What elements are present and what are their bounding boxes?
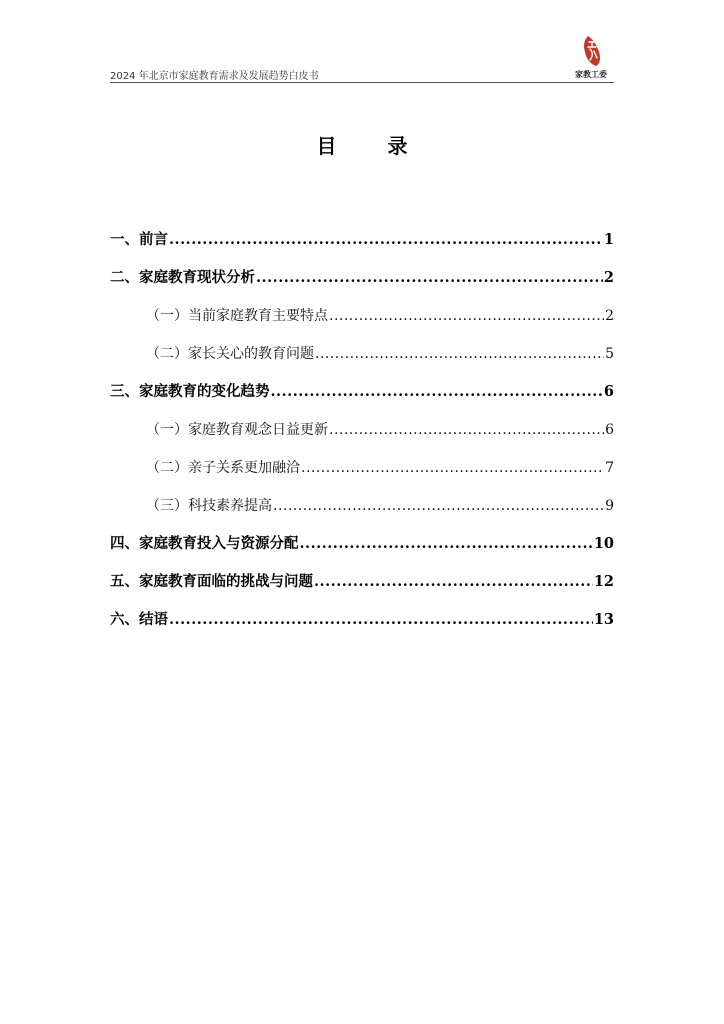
toc-entry-page: 2 — [603, 269, 614, 286]
toc-entry-3-2[interactable] — [146, 456, 614, 480]
toc-entry-page: 13 — [593, 611, 614, 628]
toc-entry-label: 四、家庭教育投入与资源分配 — [110, 536, 299, 552]
toc-entry-label: 一、前言 — [110, 232, 168, 248]
toc-dot-leader — [273, 494, 604, 518]
toc-dot-leader — [169, 608, 593, 632]
toc-dot-leader — [315, 342, 604, 366]
toc-entry-page: 9 — [605, 498, 614, 514]
toc-entry-page: 2 — [605, 308, 614, 324]
toc-entry-5[interactable] — [110, 570, 614, 594]
toc-entry-page: 5 — [605, 346, 614, 362]
toc-dot-leader — [256, 266, 603, 290]
toc-dot-leader — [271, 380, 603, 404]
toc-dot-leader — [300, 532, 593, 556]
toc-entry-label: 二、家庭教育现状分析 — [110, 270, 255, 286]
header-title: 2024 年北京市家庭教育需求及发展趋势白皮书 — [110, 71, 319, 82]
toc-entry-page: 7 — [605, 460, 614, 476]
toc-entry-2[interactable] — [110, 266, 614, 290]
toc-dot-leader — [301, 456, 604, 480]
header-divider — [110, 82, 614, 83]
toc-entry-label: 六、结语 — [110, 612, 168, 628]
toc-entry-4[interactable] — [110, 532, 614, 556]
toc-entry-1[interactable] — [110, 228, 614, 252]
toc-entry-label: （一）当前家庭教育主要特点 — [146, 308, 328, 324]
toc-entry-2-2[interactable] — [146, 342, 614, 366]
toc-entry-page: 1 — [603, 231, 614, 248]
toc-entry-3-3[interactable] — [146, 494, 614, 518]
toc-entry-page: 10 — [593, 535, 614, 552]
toc-entry-page: 6 — [605, 422, 614, 438]
toc-entry-label: （二）亲子关系更加融洽 — [146, 460, 300, 476]
logo — [568, 34, 614, 80]
toc-dot-leader — [169, 228, 603, 252]
toc-entry-label: （三）科技素养提高 — [146, 498, 272, 514]
toc-entry-3-1[interactable] — [146, 418, 614, 442]
toc-entry-label: （二）家长关心的教育问题 — [146, 346, 314, 362]
page-title: 目 录 — [316, 134, 430, 158]
toc-entry-6[interactable] — [110, 608, 614, 632]
logo-mark-icon — [582, 34, 602, 68]
toc-entry-2-1[interactable] — [146, 304, 614, 328]
toc-entry-page: 6 — [603, 383, 614, 400]
toc-dot-leader — [314, 570, 593, 594]
toc-entry-page: 12 — [593, 573, 614, 590]
toc-entry-3[interactable] — [110, 380, 614, 404]
toc-entry-label: （一）家庭教育观念日益更新 — [146, 422, 328, 438]
logo-text: 家教工委 — [575, 70, 607, 79]
toc-entry-label: 三、家庭教育的变化趋势 — [110, 384, 270, 400]
toc-dot-leader — [329, 304, 604, 328]
toc-dot-leader — [329, 418, 604, 442]
toc-entry-label: 五、家庭教育面临的挑战与问题 — [110, 574, 313, 590]
